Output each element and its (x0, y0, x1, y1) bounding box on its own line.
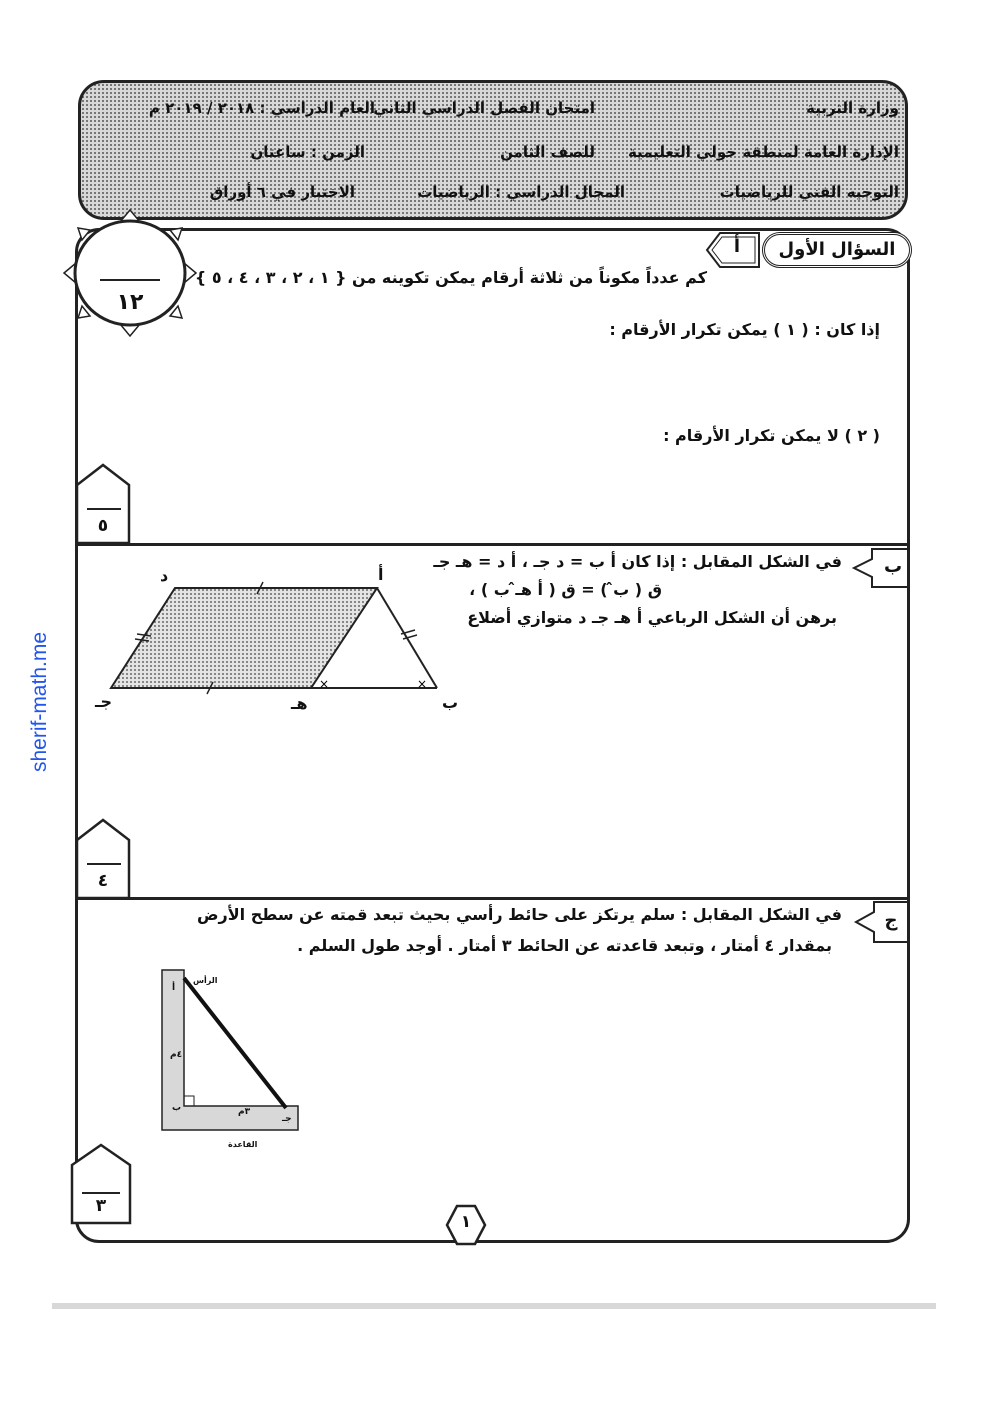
page-number: ١ (460, 1212, 472, 1232)
vertex-a-label: أ (378, 565, 384, 584)
part-b-line1: في الشكل المقابل : إذا كان أ ب = د جـ ، أ د = هـ جـ (433, 552, 842, 571)
part-c-tag-label: ج (884, 910, 898, 931)
part-b-line3: برهن أن الشكل الرباعي أ هـ جـ د متوازي أضلاع (467, 608, 837, 627)
part-a-question: كم عدداً مكوناً من ثلاثة أرقام يمكن تكوينه من { ١ ، ٢ ، ٣ ، ٤ ، ٥ } (194, 268, 707, 287)
total-mark-value: ١٢ (116, 290, 144, 315)
ministry-label: وزارة التربية (806, 99, 899, 117)
section-divider (75, 897, 910, 900)
wall-length-label: ٤م (170, 1050, 183, 1060)
exam-label: امتحان الفصل الدراسي الثاني (373, 99, 595, 117)
part-a-case2: ( ٢ ) لا يمكن تكرار الأرقام : (663, 426, 880, 445)
part-b-line2: ق ( ب̂ ) = ق ( أ هـ̂ ب ) ، (469, 580, 662, 599)
time-label: الزمن : ساعتان (250, 143, 365, 161)
directorate-label: الإدارة العامة لمنطقة حولي التعليمية (627, 143, 899, 161)
footer-bar (52, 1303, 936, 1309)
grade-label: للصف الثامن (500, 143, 595, 161)
vertex-b-label: ب (442, 693, 459, 712)
part-a-mark: ٥ (97, 516, 109, 536)
year-label: العام الدراسي : ٢٠١٨ / ٢٠١٩ م (148, 99, 375, 117)
parallelogram-figure (85, 560, 465, 720)
vertex-d-label: د (160, 566, 169, 585)
ladder-point-b: ب (172, 1103, 182, 1113)
vertex-h-label: هـ (291, 694, 308, 713)
exam-header (78, 80, 908, 220)
section-divider (75, 543, 910, 546)
ladder-point-a: أ (172, 983, 176, 993)
question-title: السؤال الأول (762, 232, 912, 268)
ladder-point-j: جـ (282, 1114, 292, 1124)
svg-text:×: × (417, 677, 428, 691)
part-c-mark: ٣ (95, 1196, 107, 1216)
ladder-figure (158, 968, 308, 1158)
part-b-tag-label: ب (883, 556, 903, 577)
part-a-tag-label: أ (733, 236, 741, 257)
ladder-top-label: الرأس (193, 976, 218, 985)
part-c-line1: في الشكل المقابل : سلم يرتكز على حائط رأسي بحيث تبعد قمته عن سطح الأرض (197, 905, 842, 924)
vertex-j-label: جـ (95, 692, 112, 711)
part-b-mark: ٤ (97, 871, 109, 891)
ground-length-label: ٣م (238, 1107, 251, 1117)
svg-text:×: × (319, 677, 330, 691)
subject-label: المجال الدراسي : الرياضيات (417, 183, 625, 201)
part-c-line2: بمقدار ٤ أمتار ، وتبعد قاعدته عن الحائط ٣ أمتار . أوجد طول السلم . (297, 936, 832, 955)
part-a-case1: إذا كان : ( ١ ) يمكن تكرار الأرقام : (609, 320, 880, 339)
total-score-badge (60, 208, 200, 338)
watermark-text: sherif-math.me (28, 631, 51, 773)
pages-label: الاختبار في ٦ أوراق (209, 183, 355, 201)
supervision-label: التوجيه الفني للرياضيات (719, 183, 899, 201)
ladder-base-label: القاعدة (228, 1140, 258, 1149)
